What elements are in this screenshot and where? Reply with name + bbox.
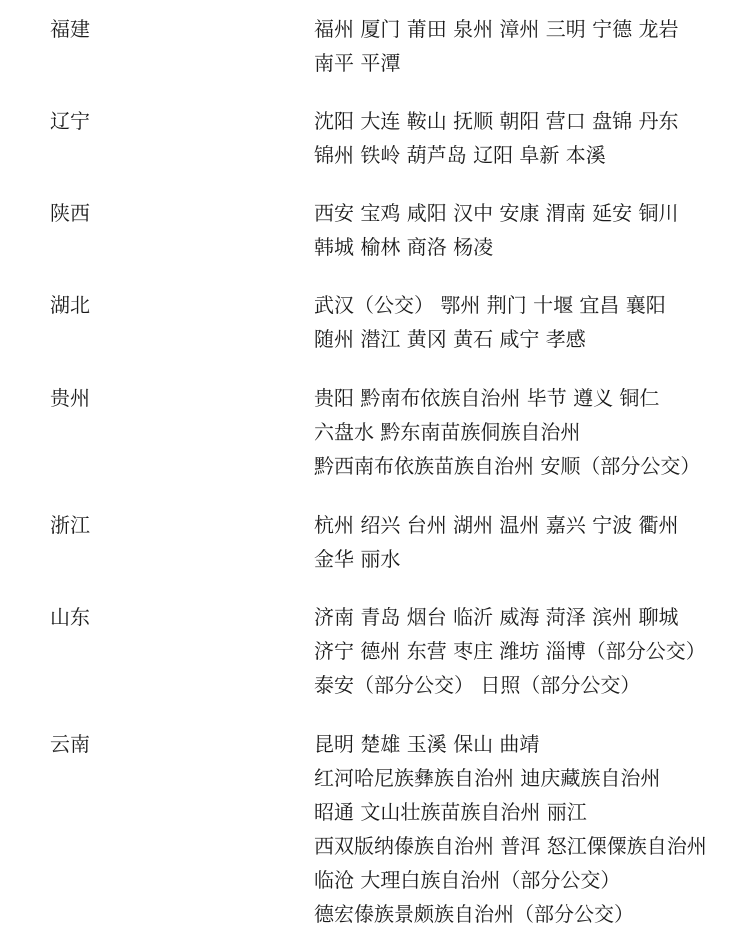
city-line: 西安 宝鸡 咸阳 汉中 安康 渭南 延安 铜川: [314, 201, 679, 225]
province-name: 山东: [50, 605, 90, 629]
city-line: 杭州 绍兴 台州 湖州 温州 嘉兴 宁波 衢州: [314, 513, 679, 537]
city-line: 沈阳 大连 鞍山 抚顺 朝阳 营口 盘锦 丹东: [314, 109, 679, 133]
city-line: 临沧 大理白族自治州（部分公交）: [314, 868, 621, 892]
city-list: [314, 508, 744, 576]
province-name: 浙江: [50, 513, 90, 537]
city-line: 济宁 德州 东营 枣庄 潍坊 淄博（部分公交）: [314, 639, 706, 663]
city-list: [314, 288, 744, 356]
province-name: 云南: [50, 732, 90, 756]
province-name: 辽宁: [50, 109, 90, 133]
city-line: 昭通 文山壮族苗族自治州 丽江: [314, 800, 587, 824]
city-line: 韩城 榆林 商洛 杨凌: [314, 235, 494, 259]
city-line: 济南 青岛 烟台 临沂 威海 菏泽 滨州 聊城: [314, 605, 679, 629]
province-name: 贵州: [50, 386, 90, 410]
province-name: 陕西: [50, 201, 90, 225]
city-line: 德宏傣族景颇族自治州（部分公交）: [314, 902, 634, 926]
city-line: 金华 丽水: [314, 547, 401, 571]
city-line: 黔西南布依族苗族自治州 安顺（部分公交）: [314, 454, 701, 478]
city-list: [314, 600, 744, 702]
city-list: [314, 727, 744, 931]
city-line: 泰安（部分公交） 日照（部分公交）: [314, 673, 641, 697]
province-name: 福建: [50, 17, 90, 41]
city-line: 福州 厦门 莆田 泉州 漳州 三明 宁德 龙岩: [314, 17, 679, 41]
city-line: 红河哈尼族彝族自治州 迪庆藏族自治州: [314, 766, 661, 790]
city-list: [314, 104, 744, 172]
city-line: 武汉（公交） 鄂州 荆门 十堰 宜昌 襄阳: [314, 293, 666, 317]
city-line: 昆明 楚雄 玉溪 保山 曲靖: [314, 732, 540, 756]
city-line: 六盘水 黔东南苗族侗族自治州: [314, 420, 581, 444]
city-line: 随州 潜江 黄冈 黄石 咸宁 孝感: [314, 327, 586, 351]
city-list: [314, 196, 744, 264]
city-list: [314, 381, 744, 483]
city-line: 锦州 铁岭 葫芦岛 辽阳 阜新 本溪: [314, 143, 606, 167]
province-name: 湖北: [50, 293, 90, 317]
city-line: 西双版纳傣族自治州 普洱 怒江傈僳族自治州: [314, 834, 707, 858]
city-list: [314, 12, 744, 80]
city-line: 南平 平潭: [314, 51, 401, 75]
city-line: 贵阳 黔南布依族自治州 毕节 遵义 铜仁: [314, 386, 660, 410]
